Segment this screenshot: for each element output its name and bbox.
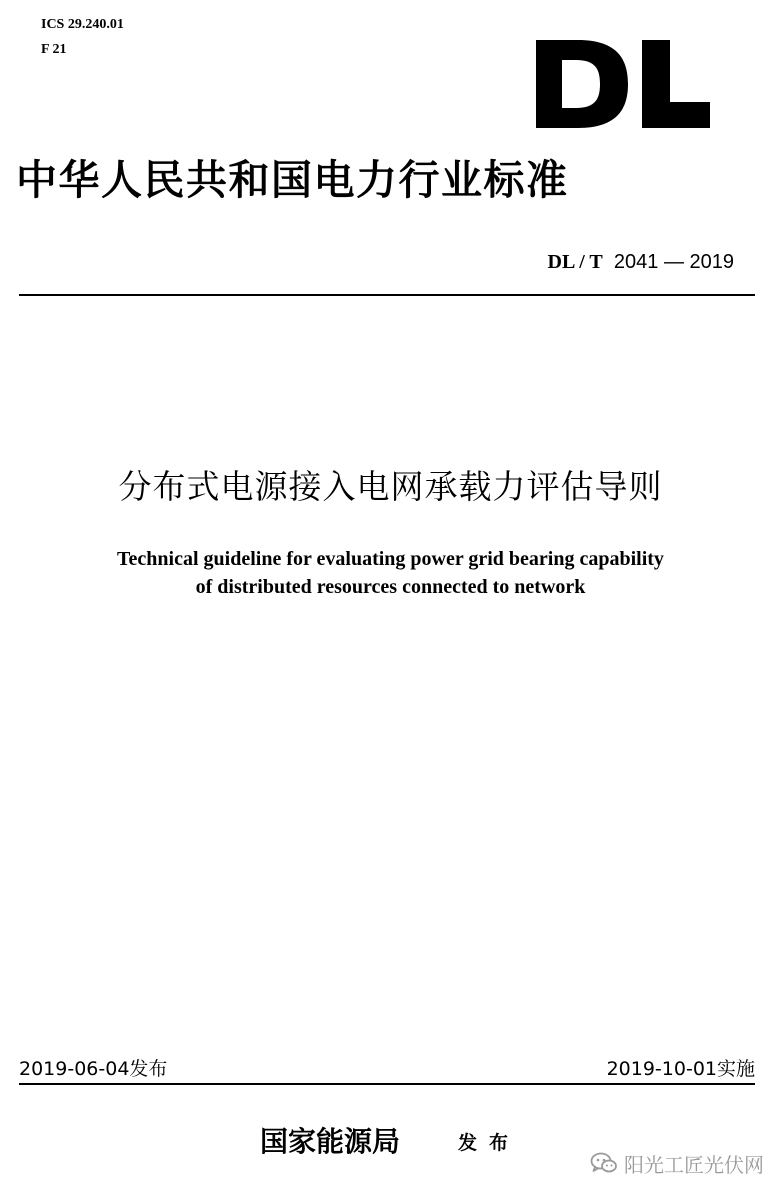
- footer-divider: [19, 1083, 755, 1085]
- header-divider: [19, 294, 755, 296]
- chinese-title: 分布式电源接入电网承载力评估导则: [118, 467, 663, 506]
- publish-label: 发布: [458, 1132, 521, 1154]
- industry-standard-title: 中华人民共和国电力行业标准: [16, 156, 569, 204]
- classification-code: F 21: [41, 42, 67, 57]
- english-title-line1: Technical guideline for evaluating power grid bearing capability: [117, 548, 664, 570]
- standard-code: 2041 — 2019: [613, 251, 734, 273]
- english-title-line2: of distributed resources connected to network: [195, 576, 586, 598]
- dl-logo: [536, 40, 710, 128]
- wechat-icon: [590, 1151, 618, 1175]
- issue-date: 2019-06-04发布: [19, 1058, 168, 1080]
- standard-prefix: DL / T: [547, 251, 603, 273]
- watermark: [590, 1148, 764, 1178]
- watermark-text: 阳光工匠光伏网: [624, 1152, 764, 1177]
- ics-code: ICS 29.240.01: [41, 17, 124, 32]
- implementation-date: 2019-10-01实施: [606, 1058, 755, 1080]
- issuing-authority: 国家能源局: [260, 1125, 401, 1158]
- standard-number: [548, 249, 734, 275]
